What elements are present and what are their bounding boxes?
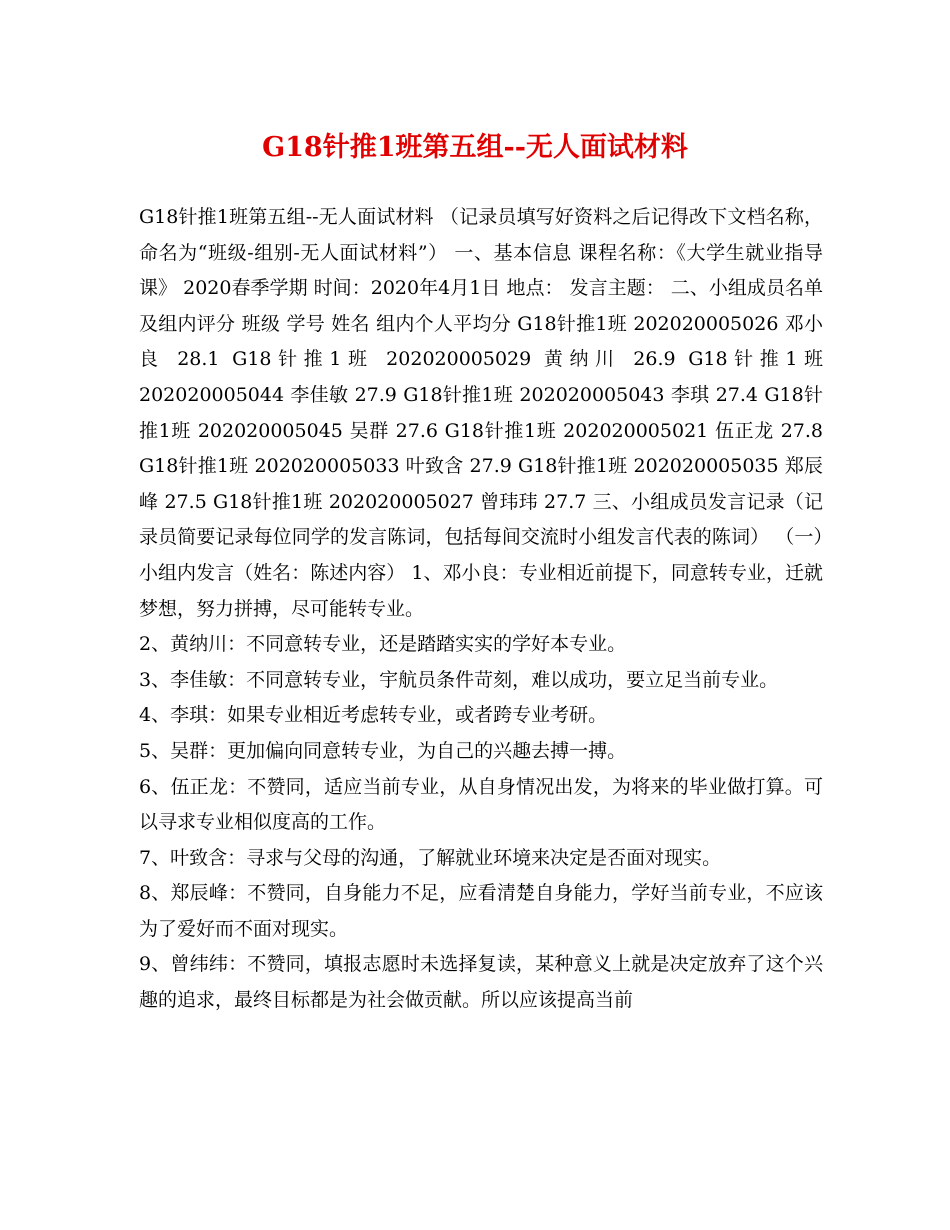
intro-paragraph: G18针推1班第五组--无人面试材料 （记录员填写好资料之后记得改下文档名称，命名为“班级-组别-无人面试材料”） 一、基本信息 课程名称：《大学生就业指导课》 2020春季学期 时间：2020年4月1日 地点： 发言主题： 二、小组成员名单及组内评分 班级 学号 姓名 组内个人平均分 G18针推1班 202020005026 邓小良 28.1 G18针推1班 202020005029 黄纳川 26.9 G18针推1班 202020005044 李佳敏 27.9 G18针推1班 202020005043 李琪 27.4 G18针推1班 202020005045 吴群 27.6 G18针推1班 202020005021 伍正龙 27.8 G18针推1班 202020005033 叶致含 27.9 G18针推1班 202020005035 郑辰峰 27.5 G18针推1班 202020005027 曾玮玮 27.7 三、小组成员发言记录（记录员简要记录每位同学的发言陈词，包括每间交流时小组发言代表的陈词） （一）小组内发言（姓名：陈述内容） 1、邓小良：专业相近前提下，同意转专业，迁就梦想，努力拼搏，尽可能转专业。 [139, 206, 823, 620]
paragraph-7: 7、叶致含：寻求与父母的沟通，了解就业环境来决定是否面对现实。 [139, 846, 722, 869]
document-title: G18针推1班第五组--无人面试材料 [262, 132, 688, 163]
paragraph-9: 9、曾纬纬：不赞同，填报志愿时未选择复读，某种意义上就是决定放弃了这个兴趣的追求，最终目标都是为社会做贡献。所以应该提高当前 [139, 953, 823, 1012]
paragraph-4: 4、李琪：如果专业相近考虑转专业，或者跨专业考研。 [139, 704, 608, 727]
paragraph-3: 3、李佳敏：不同意转专业，宇航员条件苛刻，难以成功，要立足当前专业。 [139, 668, 779, 691]
paragraph-5: 5、吴群：更加偏向同意转专业，为自己的兴趣去搏一搏。 [139, 739, 627, 762]
document-body [139, 200, 823, 1019]
paragraph-6: 6、伍正龙：不赞同，适应当前专业，从自身情况出发，为将来的毕业做打算。可以寻求专业相似度高的工作。 [139, 775, 823, 834]
paragraph-2: 2、黄纳川：不同意转专业，还是踏踏实实的学好本专业。 [139, 633, 627, 656]
paragraph-8: 8、郑辰峰：不赞同，自身能力不足，应看清楚自身能力，学好当前专业，不应该为了爱好而不面对现实。 [139, 882, 823, 940]
